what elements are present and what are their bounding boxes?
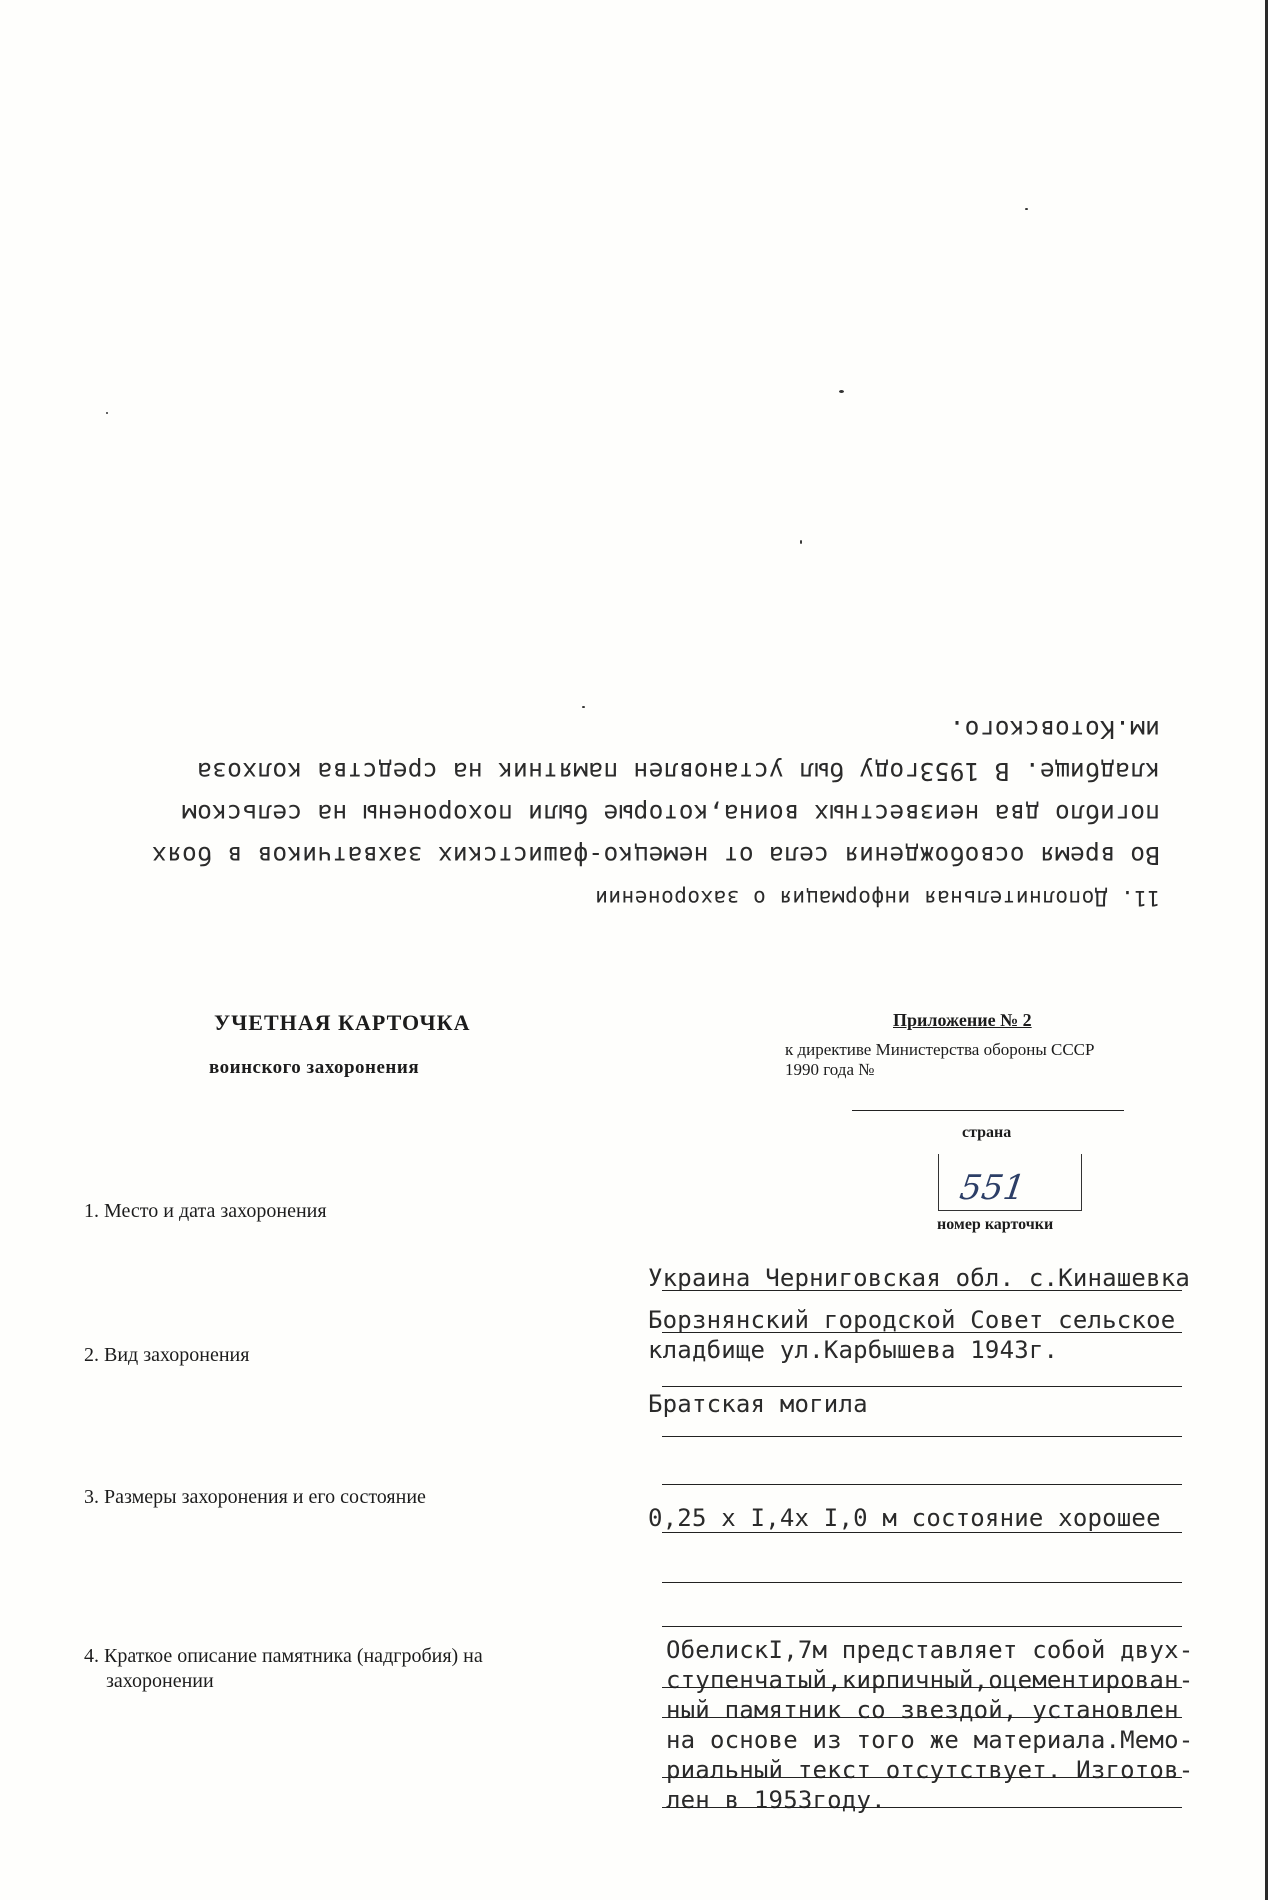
monument-desc-line: ный памятник со звездой, установлен [666,1696,1179,1724]
underline [662,1386,1182,1387]
card-subtitle: воинского захоронения [209,1057,420,1078]
monument-desc-line: риальный текст отсутствует. Изготов- [666,1756,1194,1784]
underline [662,1777,1182,1778]
underline [662,1332,1182,1333]
note-line: кладбище. В 1953году был установлен памятник на средства колхоза [196,757,1160,786]
burial-size-label: 3. Размеры захоронения и его состояние [84,1486,426,1508]
speck-4 [106,412,108,414]
note-line: Во время освобождения села от немецко-фашистских захватчиков в боях [151,841,1160,870]
underline [662,1582,1182,1583]
speck-2 [1025,208,1028,210]
country-line [852,1110,1124,1111]
underline [662,1436,1182,1437]
underline [662,1626,1182,1627]
monument-desc-line: ступенчатый,кирпичный,оцементирован- [666,1666,1194,1694]
monument-desc-label-1: 4. Краткое описание памятника (надгробия) на [84,1645,483,1667]
burial-size-value: 0,25 х I,4х I,0 м состояние хорошее [648,1504,1161,1532]
underline [662,1687,1182,1688]
underline [662,1807,1182,1808]
country-label: страна [962,1124,1012,1141]
burial-type-value: Братская могила [648,1390,868,1418]
note-line: им.Котовского. [949,715,1160,744]
directive-line-1: к директиве Министерства обороны СССР [785,1040,1095,1059]
note-line: погибло два неизвестных воина,которые были похоронены на сельском [181,799,1160,828]
monument-desc-line: на основе из того же материала.Мемо- [666,1726,1194,1754]
underline [662,1717,1182,1718]
place-date-label: 1. Место и дата захоронения [84,1200,327,1222]
monument-desc-line: ОбелискI,7м представляет собой двух- [666,1636,1194,1664]
card-title: УЧЕТНАЯ КАРТОЧКА [214,1010,471,1035]
card-number-label: номер карточки [937,1216,1054,1233]
place-line: Борзнянский городской Совет сельское [648,1306,1176,1334]
underline [662,1290,1182,1291]
monument-desc-label-2: захоронении [106,1670,214,1692]
speck-3 [800,540,802,544]
underline [662,1532,1182,1533]
card-number: 551 [957,1168,1028,1208]
directive-line-2: 1990 года № [785,1060,875,1079]
burial-type-label: 2. Вид захоронения [84,1344,250,1366]
appendix-label: Приложение № 2 [893,1010,1032,1030]
additional-info-note [100,680,1160,910]
speck-1 [839,390,844,393]
additional-info-heading: 11. Дополнительная информация о захоронении [594,886,1160,910]
monument-desc-line: лен в 1953году. [666,1786,886,1814]
underline [662,1484,1182,1485]
place-line: Украина Черниговская обл. с.Кинашевка [648,1264,1191,1292]
place-line: кладбище ул.Карбышева 1943г. [648,1336,1059,1364]
